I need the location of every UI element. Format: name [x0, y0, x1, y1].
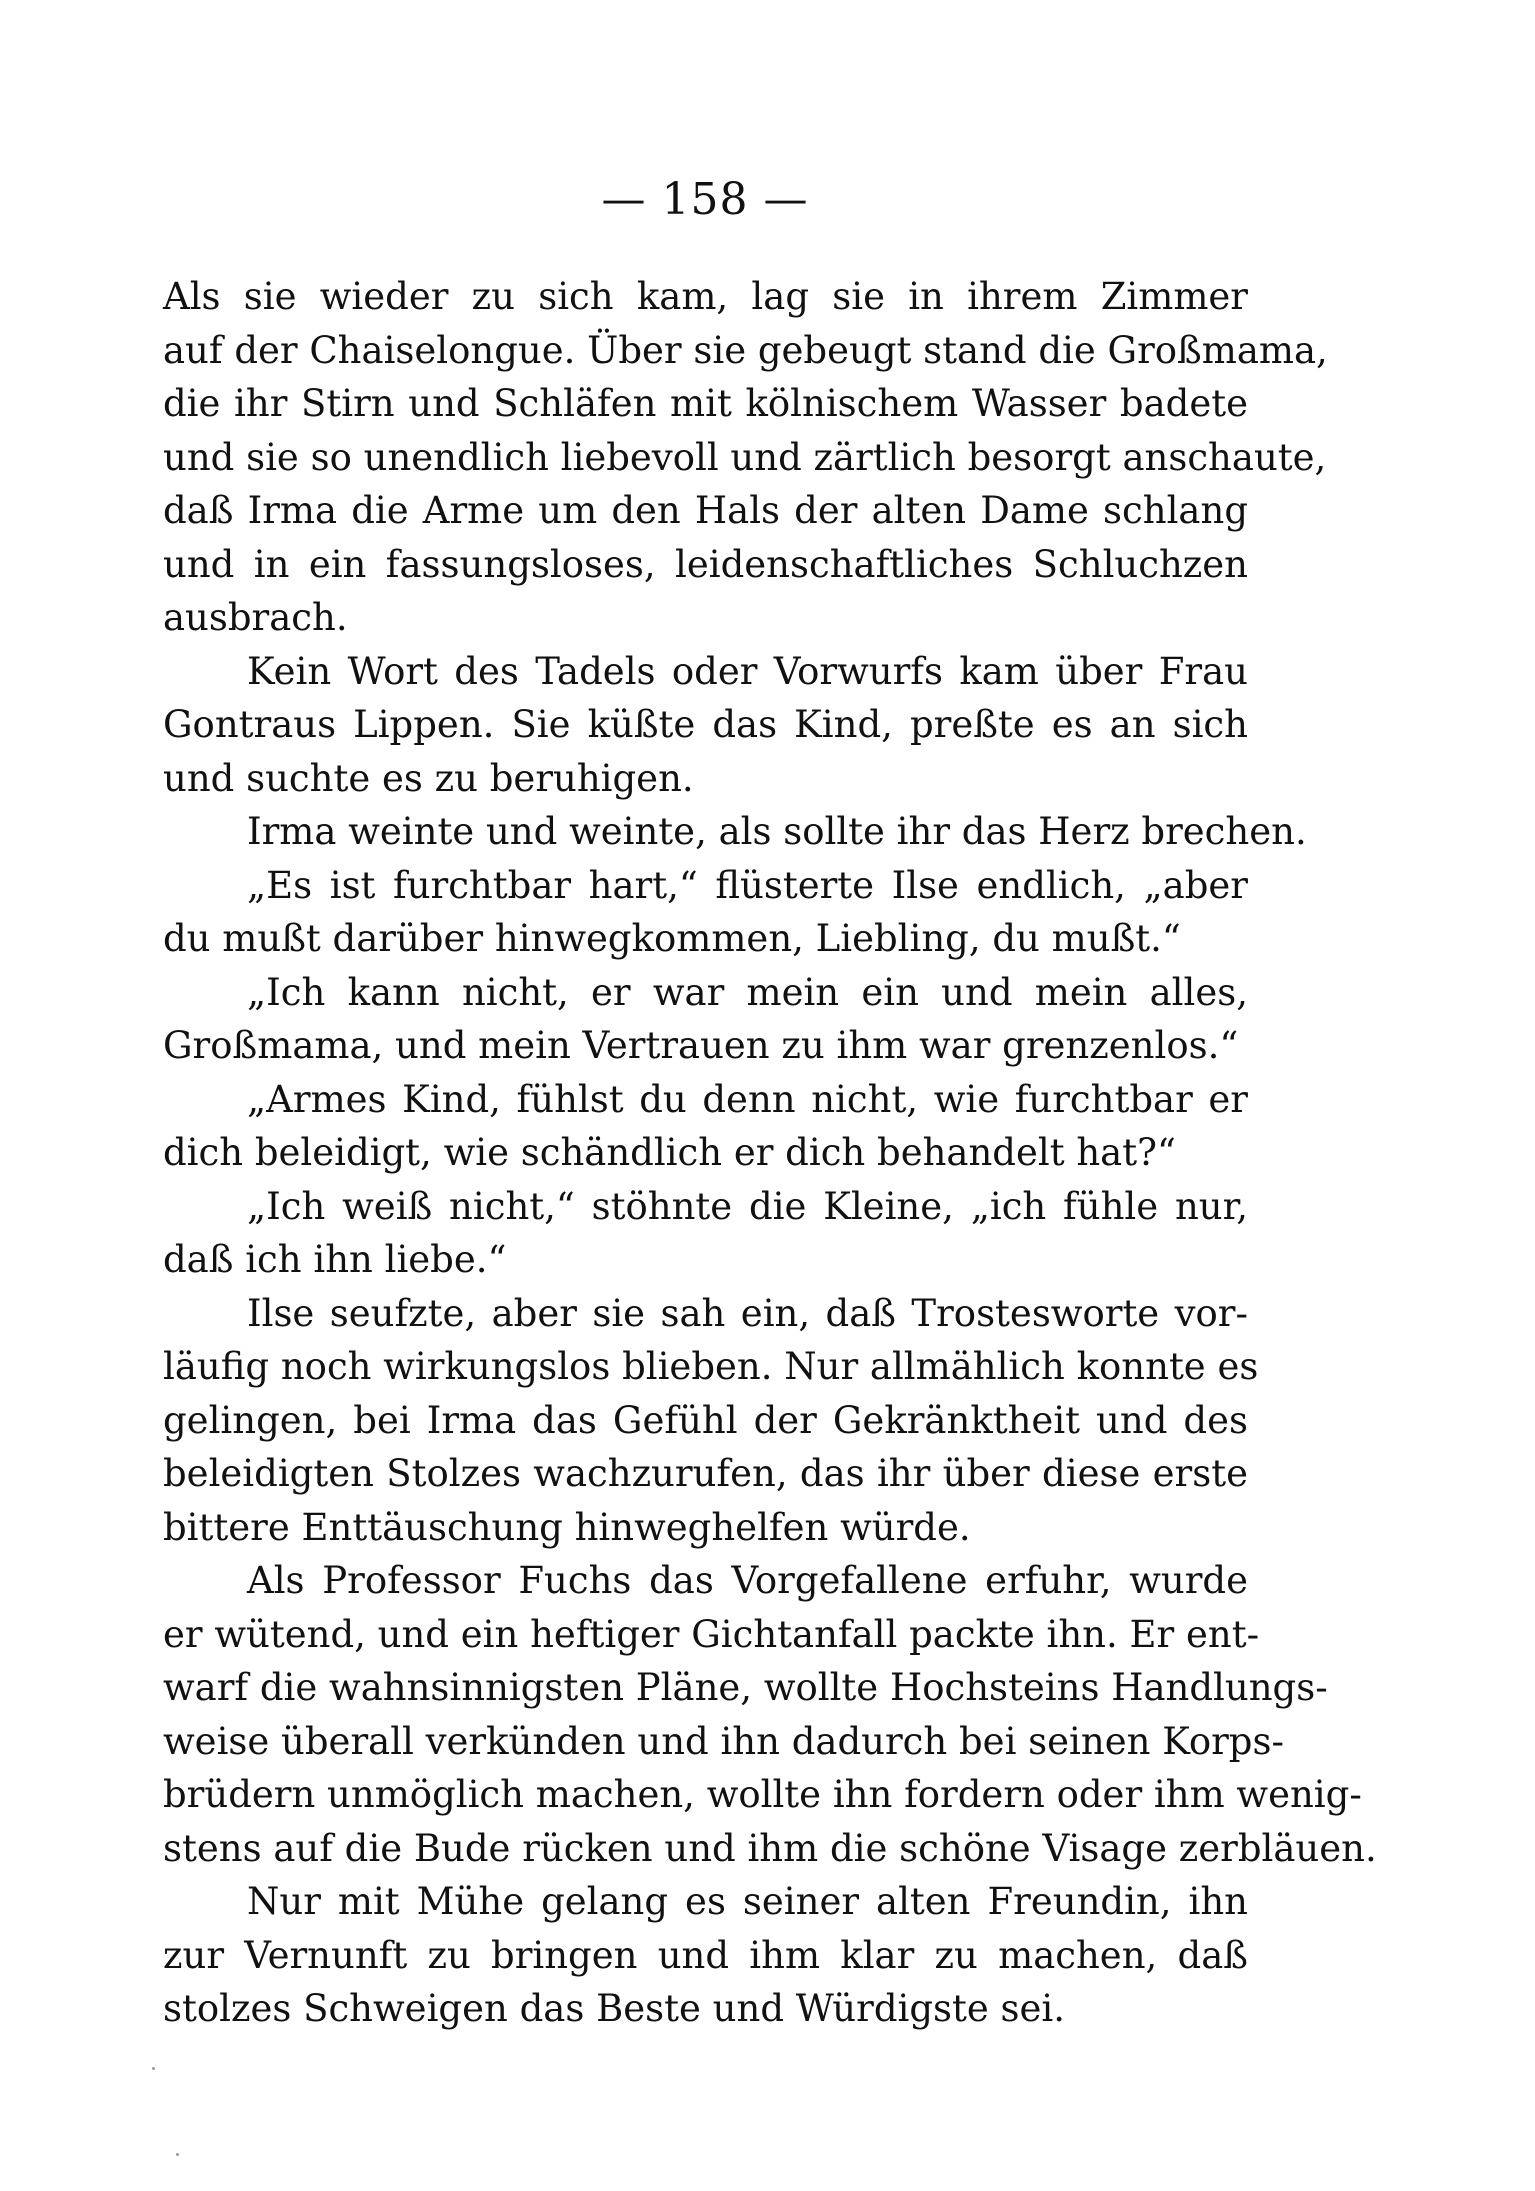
text-line: du mußt darüber hinwegkommen, Liebling, du mußt.“ [163, 917, 1181, 960]
text-line: und sie so unendlich liebevoll und zärtlich besorgt anschaute, [163, 435, 1327, 479]
text-line: und in ein fassungsloses, leidenschaftliches Schluchzen [163, 542, 1248, 586]
text-line: gelingen, bei Irma das Gefühl der Gekränktheit und des [163, 1398, 1248, 1442]
paragraph-first-line: Kein Wort des Tadels oder Vorwurfs kam über Frau [247, 649, 1248, 693]
text-line: brüdern unmöglich machen, wollte ihn fordern oder ihm wenig- [163, 1773, 1362, 1816]
text-line: daß ich ihn liebe.“ [163, 1238, 507, 1281]
paragraph-first-line: Nur mit Mühe gelang es seiner alten Freundin, ihn [247, 1880, 1248, 1923]
text-line: auf der Chaiselongue. Über sie gebeugt stand die Großmama, [163, 328, 1328, 372]
text-line: zur Vernunft zu bringen und ihm klar zu machen, daß [163, 1933, 1248, 1977]
paragraph-first-line: Irma weinte und weinte, als sollte ihr das Herz brechen. [247, 810, 1307, 853]
text-line: läufig noch wirkungslos blieben. Nur allmählich konnte es [163, 1345, 1259, 1388]
text-line: Gontraus Lippen. Sie küßte das Kind, preßte es an sich [163, 703, 1248, 746]
paragraph-first-line: „Ich weiß nicht,“ stöhnte die Kleine, „ich fühle nur, [247, 1184, 1248, 1228]
paragraph-first-line: „Es ist furchtbar hart,“ flüsterte Ilse endlich, „aber [247, 863, 1248, 907]
text-line: Großmama, und mein Vertrauen zu ihm war grenzenlos.“ [163, 1024, 1239, 1067]
text-line: die ihr Stirn und Schläfen mit kölnischem Wasser badete [163, 382, 1248, 425]
text-line: weise überall verkünden und ihn dadurch bei seinen Korps- [163, 1719, 1284, 1763]
text-line: stens auf die Bude rücken und ihm die schöne Visage zerbläuen. [163, 1826, 1377, 1870]
paragraph-first-line: „Ich kann nicht, er war mein ein und mein alles, [247, 970, 1248, 1014]
paper-speck [176, 2153, 179, 2156]
text-line: und suchte es zu beruhigen. [163, 756, 694, 800]
text-line: ausbrach. [163, 596, 348, 639]
body-text [163, 270, 1377, 2036]
text-line: dich beleidigt, wie schändlich er dich behandelt hat?“ [163, 1131, 1176, 1174]
paragraph-first-line: „Armes Kind, fühlst du denn nicht, wie furchtbar er [247, 1077, 1248, 1121]
paragraph-first-line: Ilse seufzte, aber sie sah ein, daß Trostesworte vor- [247, 1291, 1248, 1335]
text-line: daß Irma die Arme um den Hals der alten Dame schlang [163, 489, 1248, 532]
paper-speck [152, 2067, 155, 2070]
text-line: warf die wahnsinnigsten Pläne, wollte Hochsteins Handlungs- [163, 1666, 1328, 1709]
page-number: — 158 — [601, 174, 809, 225]
text-line: er wütend, und ein heftiger Gichtanfall packte ihn. Er ent- [163, 1612, 1260, 1656]
text-line: beleidigten Stolzes wachzurufen, das ihr über diese erste [163, 1452, 1248, 1495]
text-line: stolzes Schweigen das Beste und Würdigste sei. [163, 1987, 1066, 2030]
text-line: Als sie wieder zu sich kam, lag sie in ihrem Zimmer [163, 275, 1248, 318]
text-line: bittere Enttäuschung hinweghelfen würde. [163, 1505, 971, 1549]
paragraph-first-line: Als Professor Fuchs das Vorgefallene erfuhr, wurde [247, 1559, 1248, 1602]
